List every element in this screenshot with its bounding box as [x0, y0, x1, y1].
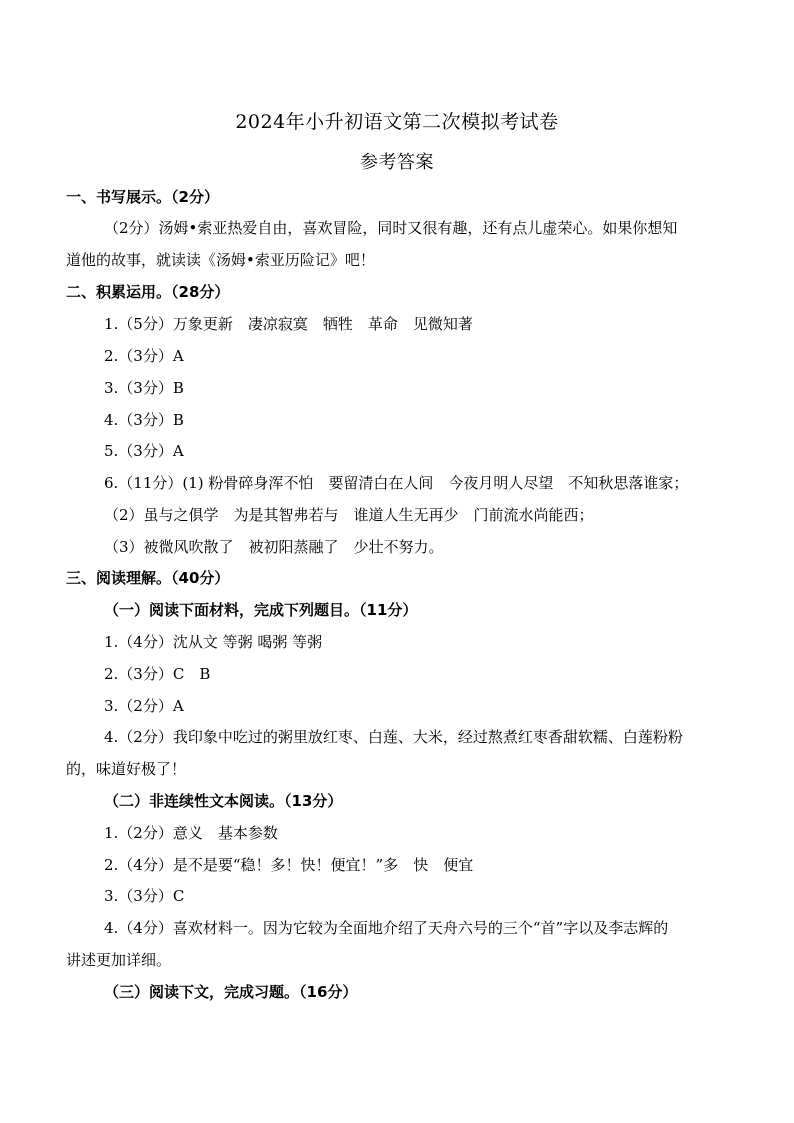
section-2-q6-line-3: （3）被微风吹散了 被初阳蒸融了 少壮不努力。 — [104, 538, 444, 556]
section-3-part-1-q3: 3.（2分）A — [104, 697, 184, 715]
section-3-part-2-q2: 2.（4分）是不是要“稳！多！快！便宜！”多 快 便宜 — [104, 856, 474, 874]
section-2-q1: 1.（5分）万象更新 凄凉寂寞 牺牲 革命 见微知著 — [104, 315, 473, 333]
section-3-part-1-q4-line-2: 的，味道好极了！ — [66, 760, 187, 778]
section-1-answer-line-2: 道他的故事，就读读《汤姆•索亚历险记》吧！ — [66, 251, 375, 269]
section-3-part-2-q3: 3.（3分）C — [104, 887, 185, 905]
section-3-part-1-q1: 1.（4分）沈从文 等粥 喝粥 等粥 — [104, 633, 323, 651]
page-title: 2024年小升初语文第二次模拟考试卷 — [235, 111, 559, 133]
section-3-part-1-q4-line-1: 4.（2分）我印象中吃过的粥里放红枣、白莲、大米，经过熬煮红枣香甜软糯、白莲粉粉 — [104, 728, 683, 746]
section-3-part-3-heading: （三）阅读下文，完成习题。（16分） — [104, 983, 358, 1001]
section-3-part-1-heading: （一）阅读下面材料，完成下列题目。（11分） — [104, 601, 418, 619]
section-2-q4: 4.（3分）B — [104, 411, 184, 429]
section-1-answer-line-1: （2分）汤姆•索亚热爱自由，喜欢冒险，同时又很有趣，还有点儿虚荣心。如果你想知 — [104, 219, 678, 237]
page-subtitle: 参考答案 — [360, 152, 434, 173]
section-2-q6-line-1: 6.（11分）(1) 粉骨碎身浑不怕 要留清白在人间 今夜月明人尽望 不知秋思落谁家； — [104, 474, 689, 492]
section-2-q6-line-2: （2）虽与之俱学 为是其智弗若与 谁道人生无再少 门前流水尚能西； — [104, 506, 594, 524]
section-3-part-2-q4-line-2: 讲述更加详细。 — [66, 951, 172, 969]
section-3-heading: 三、阅读理解。（40分） — [66, 569, 230, 587]
section-1-heading: 一、书写展示。（2分） — [66, 188, 219, 206]
section-3-part-1-q2: 2.（3分）C B — [104, 665, 211, 683]
section-2-q2: 2.（3分）A — [104, 347, 184, 365]
section-2-q3: 3.（3分）B — [104, 379, 184, 397]
section-2-heading: 二、积累运用。（28分） — [66, 283, 230, 301]
section-3-part-2-q1: 1.（2分）意义 基本参数 — [104, 824, 278, 842]
section-3-part-2-heading: （二）非连续性文本阅读。（13分） — [104, 792, 343, 810]
section-3-part-2-q4-line-1: 4.（4分）喜欢材料一。因为它较为全面地介绍了天舟六号的三个“首”字以及李志辉的 — [104, 919, 669, 937]
section-2-q5: 5.（3分）A — [104, 442, 184, 460]
